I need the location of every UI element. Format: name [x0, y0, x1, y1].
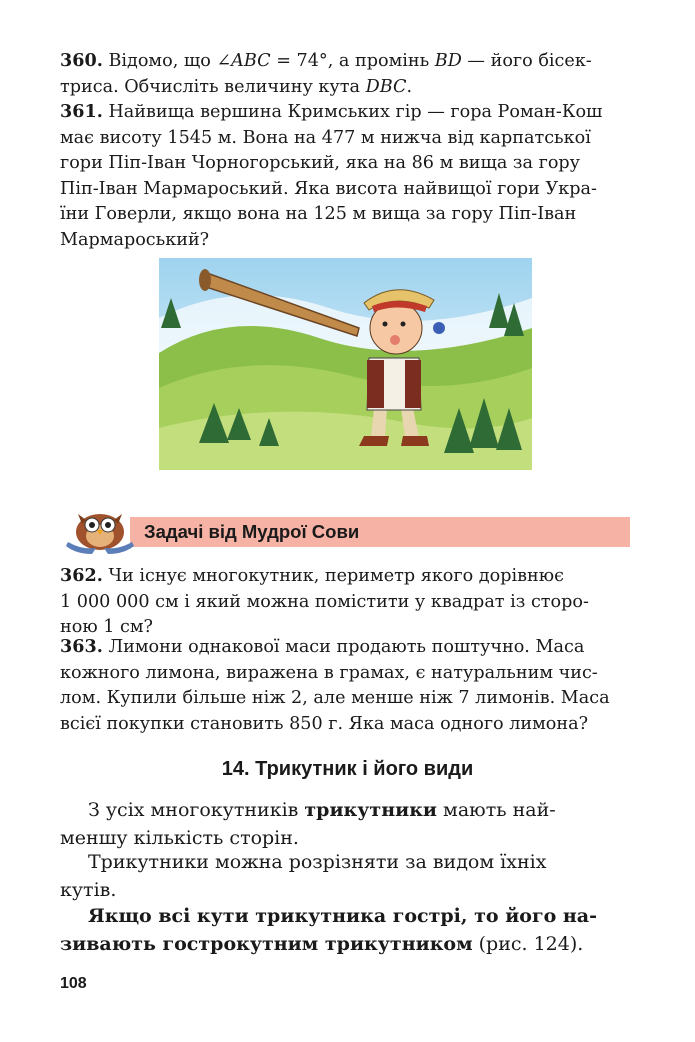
problem-text: Лимони однакової маси продають поштучно. Маса	[102, 637, 585, 657]
problem-text: триса. Обчисліть величину кута	[60, 76, 366, 97]
problem-362	[60, 563, 630, 641]
problem-text: лом. Купили більше ніж 2, але менше ніж 7 лимонів. Маса	[60, 688, 610, 709]
figure-reference: (рис. 124).	[472, 933, 584, 955]
problem-text: 1 000 000 см і який можна помістити у квадрат із сторо-	[60, 591, 589, 612]
paragraph-text: меншу кількість сторін.	[60, 827, 299, 849]
problem-text: Мармароський?	[60, 229, 210, 250]
paragraph-text: Трикутники можна розрізняти за видом їхніх	[88, 851, 547, 873]
problem-text: .	[406, 76, 413, 97]
paragraph-text: мають най-	[437, 799, 556, 821]
paragraph-acute-definition	[60, 902, 630, 958]
paragraph-triangles-intro	[60, 796, 630, 852]
problem-text: має висоту 1545 м. Вона на 477 м нижча від карпатської	[60, 127, 591, 148]
problem-text: = 74°, а промінь	[270, 51, 435, 71]
problem-text: Чи існує многокутник, периметр якого дорівнює	[102, 566, 564, 586]
definition-bold: зивають гострокутним трикутником	[60, 933, 473, 955]
problem-text: Піп-Іван Мармароський. Яка висота найвищої гори Укра-	[60, 178, 597, 199]
ray-label: BD	[434, 51, 462, 71]
page-number: 108	[60, 975, 87, 992]
problem-361	[60, 99, 630, 254]
problem-number: 361.	[60, 101, 103, 122]
wise-owl-icon	[62, 500, 138, 556]
paragraph-text: кутів.	[60, 879, 117, 901]
angle-label: ∠ABC	[216, 51, 271, 71]
problem-number: 360.	[60, 50, 103, 71]
paragraph-text: З усіх многокутників	[88, 799, 305, 821]
problem-number: 363.	[60, 636, 103, 657]
definition-bold: Якщо всі кути трикутника гострі, то його на-	[88, 905, 597, 927]
problem-text: їни Говерли, якщо вона на 125 м вища за гору Піп-Іван	[60, 204, 577, 225]
problem-text: Найвища вершина Кримських гір — гора Роман-Кош	[102, 102, 603, 122]
term-bold: трикутники	[304, 799, 438, 821]
owl-section-title: Задачі від Мудрої Сови	[144, 521, 360, 542]
problem-number: 362.	[60, 565, 103, 586]
angle-label: DBC	[365, 76, 407, 97]
paragraph-triangle-kinds	[60, 848, 630, 904]
problem-text: всієї покупки становить 850 г. Яка маса одного лимона?	[60, 713, 589, 734]
problem-text: — його бісек-	[461, 51, 592, 71]
problem-text: кожного лимона, виражена в грамах, є натуральним чис-	[60, 662, 598, 683]
problem-360	[60, 48, 630, 100]
illustration-boy-with-trembita	[159, 258, 532, 470]
problem-text: гори Піп-Іван Чорногорський, яка на 86 м вища за гору	[60, 153, 581, 174]
problem-text: Відомо, що	[102, 51, 217, 71]
problem-text: ною 1 см?	[60, 617, 153, 638]
problem-363	[60, 634, 630, 737]
section-title: 14. Трикутник і його види	[221, 758, 474, 780]
